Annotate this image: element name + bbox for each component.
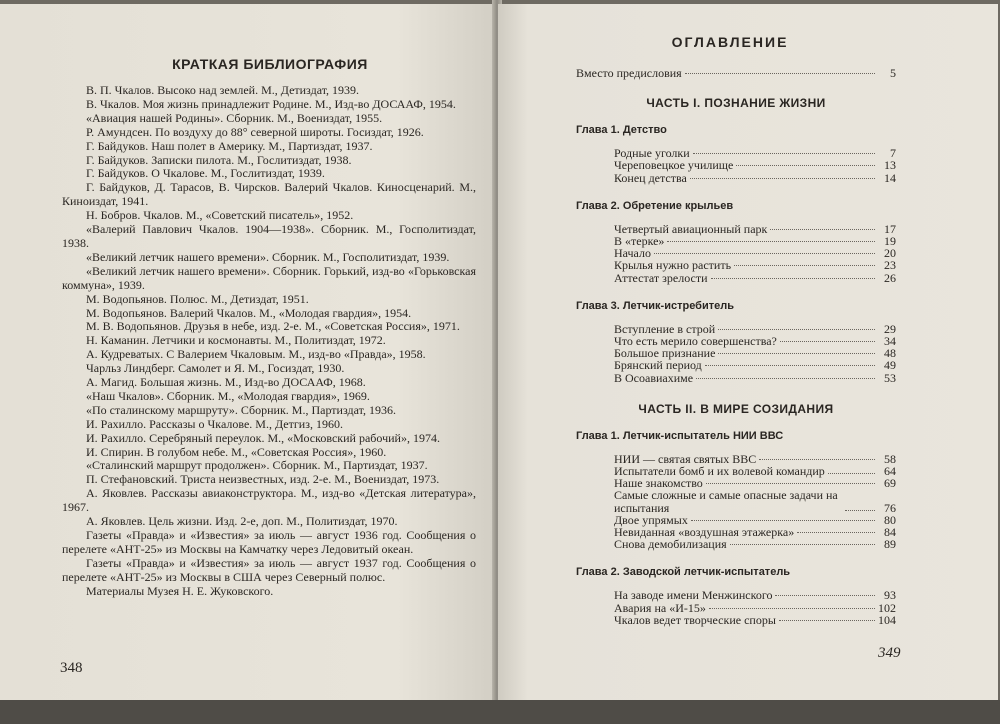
toc-chapter-title: Глава 2. Заводской летчик-испытатель	[576, 566, 791, 579]
toc-leader-dots	[845, 510, 875, 511]
toc-entry-title: Начало	[614, 246, 651, 261]
toc-entry	[614, 489, 896, 513]
toc-entry-page: 26	[884, 270, 896, 285]
toc-entry	[614, 159, 896, 171]
toc-leader-dots	[759, 459, 875, 460]
toc-entry-title: Вступление в строй	[614, 321, 716, 336]
toc-entry-page: 104	[878, 612, 896, 627]
bibliography-entry: И. Рахилло. Рассказы о Чкалове. М., Детгиз, 1960.	[86, 416, 343, 431]
bibliography-entry: «По сталинскому маршруту». Сборник. М., Партиздат, 1936.	[86, 402, 396, 417]
toc-leader-dots	[690, 178, 875, 179]
bibliography-entry: В. Чкалов. Моя жизнь принадлежит Родине. М., Изд-во ДОСААФ, 1954.	[86, 96, 456, 111]
toc-entry	[614, 259, 896, 271]
toc-entry-page: 80	[884, 512, 896, 527]
toc-leader-dots	[828, 473, 875, 474]
toc-entry-title: НИИ — святая святых ВВС	[614, 451, 757, 466]
toc-leader-dots	[730, 544, 875, 545]
page-number-left: 348	[60, 660, 83, 676]
bibliography-entry: М. Водопьянов. Полюс. М., Детиздат, 1951.	[86, 291, 309, 306]
toc-entry-title: На заводе имени Менжинского	[614, 588, 773, 603]
bibliography-entry: Н. Каманин. Летчики и космонавты. М., Политиздат, 1972.	[86, 333, 386, 348]
table-of-contents	[576, 62, 896, 626]
toc-leader-dots	[718, 329, 875, 330]
toc-leader-dots	[734, 265, 875, 266]
toc-leader-dots	[685, 73, 875, 74]
toc-entry	[614, 589, 896, 601]
toc-leader-dots	[718, 353, 875, 354]
toc-entry-page: 17	[884, 221, 896, 236]
page-number-right: 349	[878, 645, 901, 661]
toc-leader-dots	[780, 341, 875, 342]
bibliography-entry: И. Рахилло. Серебряный переулок. М., «Московский рабочий», 1974.	[86, 430, 440, 445]
toc-entry-title: Двое упрямых	[614, 512, 688, 527]
toc-leader-dots	[709, 608, 875, 609]
toc-part-title: ЧАСТЬ I. ПОЗНАНИЕ ЖИЗНИ	[646, 96, 826, 111]
toc-entry-page: 89	[884, 537, 896, 552]
bibliography-entry: Р. Амундсен. По воздуху до 88° северной широты. Госиздат, 1926.	[86, 124, 424, 139]
toc-entry-page: 49	[884, 358, 896, 373]
toc-entry-page: 69	[884, 476, 896, 491]
toc-entry-page: 102	[878, 600, 896, 615]
toc-entry-page: 23	[884, 258, 896, 273]
toc-entry-title: Невиданная «воздушная этажерка»	[614, 525, 795, 540]
bibliography-entry: И. Спирин. В голубом небе. М., «Советская Россия», 1960.	[86, 444, 387, 459]
bibliography-entry: Г. Байдуков, Д. Тарасов, В. Чирсков. Валерий Чкалов. Киносценарий. М., Киноиздат, 1941.	[62, 180, 476, 209]
toc-chapter-title: Глава 1. Летчик-испытатель НИИ ВВС	[576, 429, 784, 442]
toc-leader-dots	[711, 278, 875, 279]
bibliography-entry: А. Яковлев. Рассказы авиаконструктора. М., изд-во «Детская литература», 1967.	[62, 486, 476, 515]
toc-entry-title: Большое признание	[614, 346, 716, 361]
toc-entry-title: Аттестат зрелости	[614, 270, 708, 285]
bibliography-entry: М. В. Водопьянов. Друзья в небе, изд. 2-е. М., «Советская Россия», 1971.	[86, 319, 460, 334]
toc-leader-dots	[667, 241, 875, 242]
toc-leader-dots	[779, 620, 875, 621]
bibliography-entry: Газеты «Правда» и «Известия» за июль — август 1937 год. Сообщения о перелете «АНТ-25» из Москвы в США через Северный полюс.	[62, 555, 476, 584]
toc-part-title: ЧАСТЬ II. В МИРЕ СОЗИДАНИЯ	[638, 401, 834, 416]
toc-entry-page: 14	[884, 170, 896, 185]
bibliography-entry: Газеты «Правда» и «Известия» за июль — август 1936 год. Сообщения о перелете «АНТ-25» из Москвы на Камчатку через Ледовитый океан.	[62, 528, 476, 556]
toc-leader-dots	[693, 153, 875, 154]
toc-leader-dots	[705, 365, 875, 366]
toc-entry	[614, 538, 896, 550]
toc-entry	[614, 172, 896, 184]
toc-entry	[614, 372, 896, 384]
toc-leader-dots	[797, 532, 875, 533]
bibliography-entry: А. Кудреватых. С Валерием Чкаловым. М., изд-во «Правда», 1958.	[86, 347, 426, 362]
toc-entry-page: 58	[884, 451, 896, 466]
toc-chapter-title: Глава 3. Летчик-истребитель	[576, 299, 734, 312]
bibliography-entry: «Наш Чкалов». Сборник. М., «Молодая гвардия», 1969.	[86, 388, 370, 403]
bibliography-entry: Материалы Музея Н. Е. Жуковского.	[86, 583, 274, 598]
bibliography-entry: «Сталинский маршрут продолжен». Сборник. М., Партиздат, 1937.	[86, 458, 428, 473]
toc-leader-dots	[706, 483, 875, 484]
toc-entry	[614, 272, 896, 284]
toc-entry-page: 20	[884, 246, 896, 261]
toc-entry-page: 48	[884, 346, 896, 361]
toc-chapter-title: Глава 1. Детство	[576, 124, 667, 137]
bibliography-entry: Г. Байдуков. Наш полет в Америку. М., Партиздат, 1937.	[86, 138, 373, 153]
toc-entry-page: 19	[884, 234, 896, 249]
toc-entry-title: Родные уголки	[614, 146, 690, 161]
toc-entry-title: Снова демобилизация	[614, 537, 727, 552]
toc-chapter-title: Глава 2. Обретение крыльев	[576, 199, 734, 212]
toc-leader-dots	[696, 378, 875, 379]
toc-entry-page: 29	[884, 321, 896, 336]
toc-leader-dots	[654, 253, 875, 254]
toc-entry-page: 76	[884, 500, 896, 515]
bibliography-entry: В. П. Чкалов. Высоко над землей. М., Детиздат, 1939.	[86, 83, 360, 97]
toc-entry-title: В «терке»	[614, 234, 665, 249]
toc-entry	[614, 235, 896, 247]
toc-entry-title: Вместо предисловия	[576, 66, 682, 80]
toc-entry-title: Четвертый авиационный парк	[614, 221, 768, 236]
left-page	[0, 4, 496, 720]
background-strip	[0, 700, 1000, 724]
toc-entry-page: 7	[890, 146, 896, 161]
bibliography-entry: А. Яковлев. Цель жизни. Изд. 2-е, доп. М., Политиздат, 1970.	[86, 514, 398, 529]
toc-leader-dots	[775, 595, 875, 596]
toc-entry	[576, 67, 896, 79]
bibliography-entry: Н. Бобров. Чкалов. М., «Советский писатель», 1952.	[86, 208, 354, 223]
toc-entry-page: 5	[890, 66, 896, 80]
toc-entry-title: Конец детства	[614, 170, 687, 185]
toc-entry-page: 34	[884, 334, 896, 349]
toc-entry	[614, 359, 896, 371]
toc-entry-page: 64	[884, 464, 896, 479]
bibliography-entry: «Авиация нашей Родины». Сборник. М., Воениздат, 1955.	[86, 110, 383, 125]
toc-entry	[614, 614, 896, 626]
toc-entry-title: Испытатели бомб и их волевой командир	[614, 464, 825, 479]
toc-entry-title: Самые сложные и самые опасные задачи на испытания	[614, 488, 838, 515]
toc-entry-title: Чкалов ведет творческие споры	[614, 612, 776, 627]
bibliography-entry: М. Водопьянов. Валерий Чкалов. М., «Молодая гвардия», 1954.	[86, 305, 412, 320]
toc-entry-page: 84	[884, 525, 896, 540]
bibliography-entry: Г. Байдуков. Записки пилота. М., Гослитиздат, 1938.	[86, 152, 352, 167]
bibliography-entry: П. Стефановский. Триста неизвестных, изд. 2-е. М., Воениздат, 1973.	[86, 472, 440, 487]
bibliography-entry: «Великий летчик нашего времени». Сборник. Горький, изд-во «Горьковская коммуна», 1939.	[62, 263, 476, 292]
bibliography-entry: Г. Байдуков. О Чкалове. М., Гослитиздат, 1939.	[86, 166, 325, 181]
bibliography-entry: «Великий летчик нашего времени». Сборник. М., Госполитиздат, 1939.	[86, 249, 450, 264]
toc-entry-page: 13	[884, 158, 896, 173]
toc-entry-page: 93	[884, 588, 896, 603]
bibliography-entry: Чарльз Линдберг. Самолет и Я. М., Госиздат, 1930.	[86, 361, 345, 376]
bibliography-entry: А. Магид. Большая жизнь. М., Изд-во ДОСААФ, 1968.	[86, 375, 366, 390]
toc-entry-title: В Осоавиахиме	[614, 370, 694, 385]
toc-entry-title: Брянский период	[614, 358, 702, 373]
toc-entry-title: Что есть мерило совершенства?	[614, 334, 777, 349]
toc-leader-dots	[770, 229, 875, 230]
toc-entry-title: Наше знакомство	[614, 476, 703, 491]
toc-entry-title: Крылья нужно растить	[614, 258, 732, 273]
toc-entry-page: 53	[884, 370, 896, 385]
contents-heading: ОГЛАВЛЕНИЕ	[671, 34, 789, 50]
toc-leader-dots	[736, 165, 875, 166]
bibliography-list	[62, 84, 476, 599]
toc-entry-title: Череповецкое училище	[614, 158, 734, 173]
toc-leader-dots	[691, 520, 875, 521]
toc-entry-title: Авария на «И-15»	[614, 600, 706, 615]
bibliography-entry: «Валерий Павлович Чкалов. 1904—1938». Сборник. М., Госполитиздат, 1938.	[62, 222, 476, 250]
bibliography-heading: КРАТКАЯ БИБЛИОГРАФИЯ	[172, 56, 368, 72]
